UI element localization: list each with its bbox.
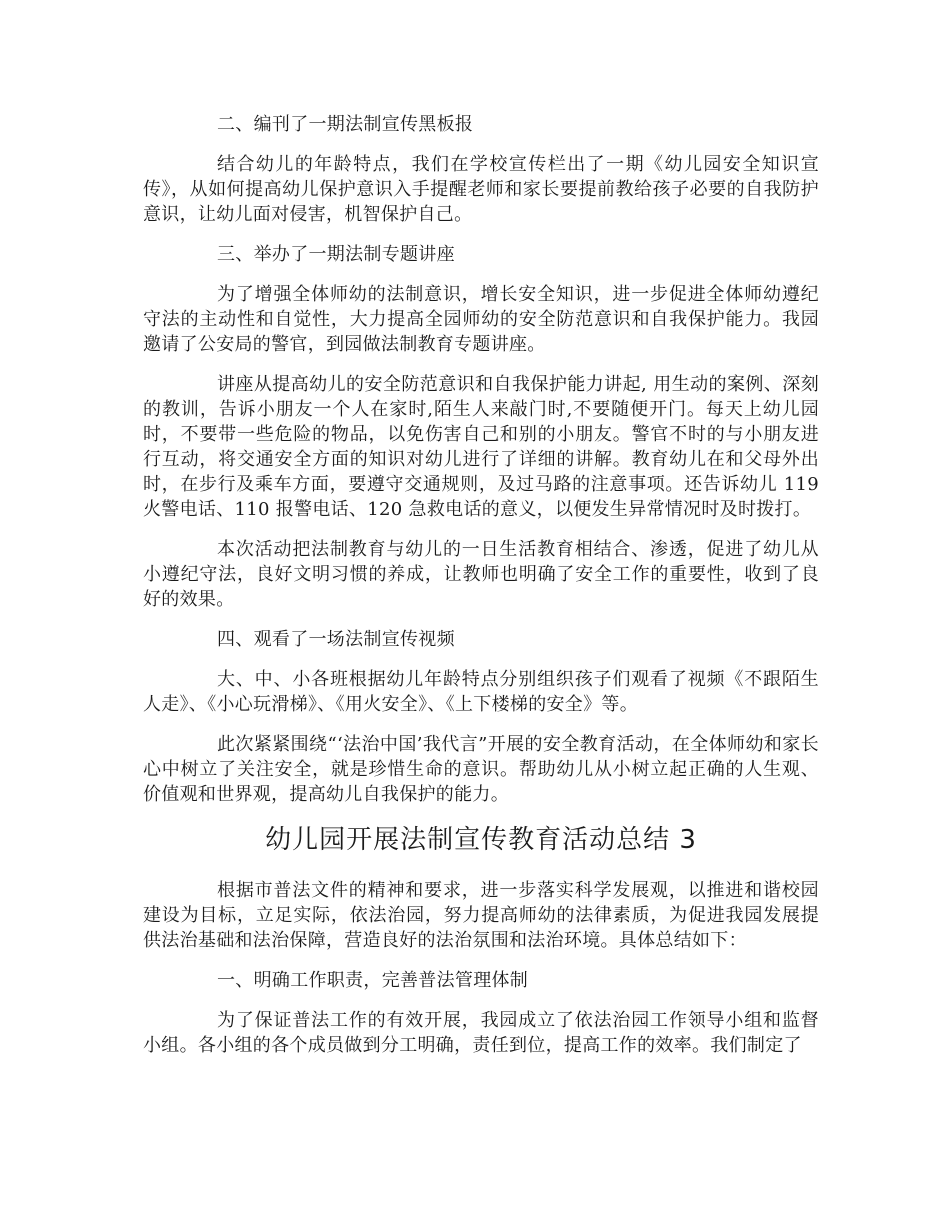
paragraph-responsibilities: 为了保证普法工作的有效开展，我园成立了依法治园工作领导小组和监督小组。各小组的各个成员做到分工明确，责任到位，提高工作的效率。我们制定了 [143, 1010, 819, 1056]
section-heading-responsibilities: 一、明确工作职责，完善普法管理体制 [217, 970, 529, 991]
section-heading-video: 四、观看了一场法制宣传视频 [217, 629, 455, 650]
section-heading-lecture: 三、举办了一期法制专题讲座 [217, 244, 455, 265]
paragraph-summary-intro: 根据市普法文件的精神和要求，进一步落实科学发展观，以推进和谐校园建设为目标，立足实际，依法治园，努力提高师幼的法律素质，为促进我园发展提供法治基础和法治保障，营造良好的法治氛围和法治环境。具体总结如下： [143, 880, 819, 951]
paragraph-blackboard: 结合幼儿的年龄特点，我们在学校宣传栏出了一期《幼儿园安全知识宣传》，从如何提高幼儿保护意识入手提醒老师和家长要提前教给孩子必要的自我防护意识，让幼儿面对侵害，机智保护自己。 [143, 154, 819, 225]
document-page [143, 112, 819, 1073]
paragraph-lecture-result: 本次活动把法制教育与幼儿的一日生活教育相结合、渗透，促进了幼儿从小遵纪守法，良好文明习惯的养成，让教师也明确了安全工作的重要性，收到了良好的效果。 [143, 539, 819, 610]
paragraph-video-summary: 此次紧紧围绕“‘法治中国’我代言”开展的安全教育活动，在全体师幼和家长心中树立了关注安全，就是珍惜生命的意识。帮助幼儿从小树立起正确的人生观、价值观和世界观，提高幼儿自我保护的能力。 [143, 734, 819, 805]
section-heading-blackboard: 二、编刊了一期法制宣传黑板报 [217, 114, 474, 135]
paragraph-video-list: 大、中、小各班根据幼儿年龄特点分别组织孩子们观看了视频《不跟陌生人走》、《小心玩滑梯》、《用火安全》、《上下楼梯的安全》等。 [143, 669, 819, 715]
document-title: 幼儿园开展法制宣传教育活动总结 3 [265, 825, 697, 855]
paragraph-lecture-intro: 为了增强全体师幼的法制意识，增长安全知识，进一步促进全体师幼遵纪守法的主动性和自觉性，大力提高全园师幼的安全防范意识和自我保护能力。我园邀请了公安局的警官，到园做法制教育专题讲座。 [143, 284, 819, 355]
paragraph-lecture-content: 讲座从提高幼儿的安全防范意识和自我保护能力讲起, 用生动的案例、深刻的教训，告诉小朋友一个人在家时,陌生人来敲门时,不要随便开门。每天上幼儿园时，不要带一些危险的物品，以免伤害自己和别的小朋友。警官不时的与小朋友进行互动，将交通安全方面的知识对幼儿进行了详细的讲解。教育幼儿在和父母外出时，在步行及乘车方面，要遵守交通规则，及过马路的注意事项。还告诉幼儿 119 火警电话、110 报警电话、120 急救电话的意义，以便发生异常情况时及时拨打。 [143, 374, 819, 520]
